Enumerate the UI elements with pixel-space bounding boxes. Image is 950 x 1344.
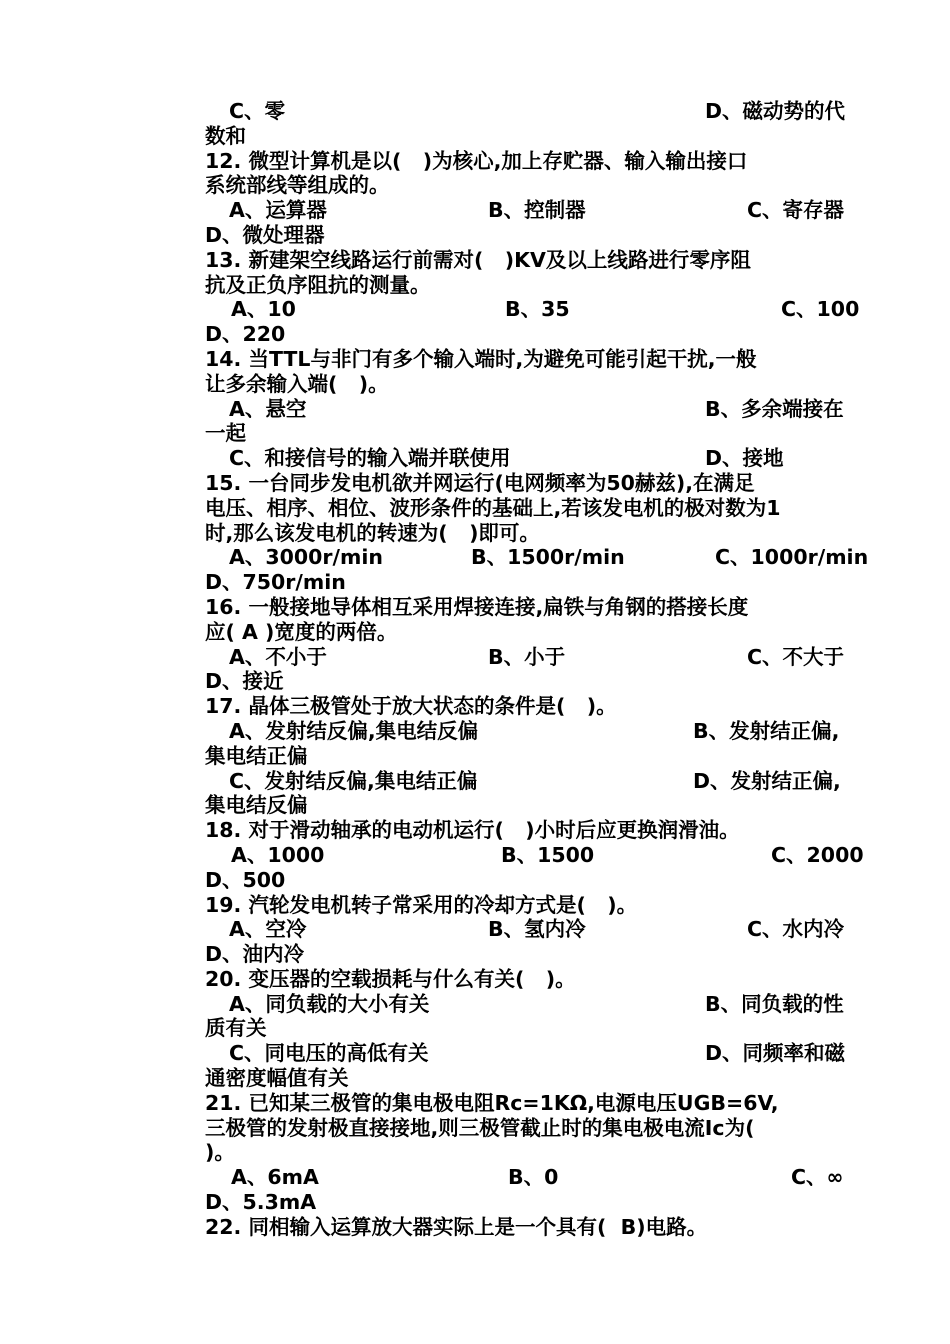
option-a: A、运算器 [229, 198, 327, 223]
option-row [205, 198, 861, 223]
option-d: D、接近 [205, 669, 284, 694]
text-line: 一起 [205, 421, 246, 446]
option-b: B、1500r/min [471, 545, 625, 570]
option-row [205, 645, 861, 670]
option-b: B、氢内冷 [488, 917, 586, 942]
option-row [205, 917, 861, 942]
option-c: C、2000 [771, 842, 864, 867]
option-c: C、和接信号的输入端并联使用 [229, 446, 511, 471]
option-row [205, 297, 861, 322]
option-c: C、∞ [791, 1165, 844, 1190]
option-row [205, 992, 861, 1017]
option-b: B、控制器 [488, 198, 586, 223]
option-row [205, 99, 861, 124]
option-row [205, 545, 869, 570]
option-row [205, 719, 861, 744]
question-text: 让多余输入端( )。 [205, 371, 389, 396]
question-text: 电压、相序、相位、波形条件的基础上,若该发电机的极对数为1 [205, 495, 781, 520]
option-d: D、磁动势的代 [705, 99, 846, 123]
option-d: D、500 [205, 867, 286, 892]
option-b: B、发射结正偏, [693, 718, 840, 743]
question-text: 16. 一般接地导体相互采用焊接连接,扁铁与角钢的搭接长度 [205, 594, 749, 619]
option-a: A、10 [231, 297, 296, 322]
text-line: 质有关 [205, 1016, 267, 1041]
question-text: 15. 一台同步发电机欲并网运行(电网频率为50赫兹),在满足 [205, 470, 755, 495]
option-d: D、5.3mA [205, 1190, 317, 1215]
question-list [205, 99, 869, 1240]
option-row [205, 769, 861, 794]
option-c: C、同电压的高低有关 [229, 1041, 429, 1066]
option-d: D、接地 [705, 446, 784, 471]
text-line: 数和 [205, 123, 246, 148]
option-a: A、不小于 [229, 644, 327, 669]
option-a: A、发射结反偏,集电结反偏 [229, 718, 479, 743]
question-text: 12. 微型计算机是以( )为核心,加上存贮器、输入输出接口 [205, 148, 748, 173]
option-a: A、1000 [231, 842, 325, 867]
option-d: D、750r/min [205, 570, 346, 595]
option-b: B、1500 [501, 842, 595, 867]
option-a: A、6mA [231, 1165, 319, 1190]
option-d: D、220 [205, 322, 286, 347]
question-text: 时,那么该发电机的转速为( )即可。 [205, 520, 540, 545]
option-b: B、同负载的性 [705, 991, 844, 1016]
question-text: 21. 已知某三极管的集电极电阻Rc=1KΩ,电源电压UGB=6V, [205, 1090, 779, 1115]
question-text: 三极管的发射极直接接地,则三极管截止时的集电极电流Ic为( [205, 1115, 755, 1140]
question-text: 19. 汽轮发电机转子常采用的冷却方式是( )。 [205, 892, 638, 917]
question-text: 13. 新建架空线路运行前需对( )KV及以上线路进行零序阻 [205, 247, 751, 272]
option-b: B、小于 [488, 644, 566, 669]
question-text: 20. 变压器的空载损耗与什么有关( )。 [205, 966, 576, 991]
option-d: D、发射结正偏, [693, 768, 841, 793]
option-d: D、油内冷 [205, 942, 305, 967]
question-text: 22. 同相输入运算放大器实际上是一个具有( B)电路。 [205, 1214, 708, 1239]
option-b: B、0 [508, 1165, 559, 1190]
question-text: 系统部线等组成的。 [205, 173, 390, 198]
option-c: C、寄存器 [747, 198, 845, 223]
question-text: 应( A )宽度的两倍。 [205, 619, 398, 644]
option-d: D、同频率和磁 [705, 1041, 846, 1066]
question-text: 18. 对于滑动轴承的电动机运行( )小时后应更换润滑油。 [205, 818, 740, 843]
option-row [205, 842, 864, 868]
option-c: C、100 [781, 297, 860, 322]
text-line: 集电结正偏 [205, 743, 308, 768]
question-text: 14. 当TTL与非门有多个输入端时,为避免可能引起干扰,一般 [205, 346, 757, 371]
option-c: C、水内冷 [747, 917, 845, 942]
question-text: )。 [205, 1140, 235, 1165]
question-text: 抗及正负序阻抗的测量。 [205, 272, 431, 297]
option-a: A、空冷 [229, 917, 307, 942]
option-a: A、悬空 [229, 396, 307, 421]
question-text: 17. 晶体三极管处于放大状态的条件是( )。 [205, 694, 617, 719]
option-row [205, 1165, 861, 1190]
text-line: 集电结反偏 [205, 793, 308, 818]
option-c: C、1000r/min [715, 545, 869, 570]
option-a: A、3000r/min [229, 545, 384, 570]
option-row [205, 397, 861, 422]
option-a: A、同负载的大小有关 [229, 991, 430, 1016]
option-c: C、零 [229, 99, 286, 123]
text-line: 通密度幅值有关 [205, 1066, 349, 1091]
option-b: B、多余端接在 [705, 396, 844, 421]
option-row [205, 1041, 861, 1066]
option-c: C、不大于 [747, 644, 845, 669]
option-b: B、35 [505, 297, 570, 322]
option-c: C、发射结反偏,集电结正偏 [229, 768, 478, 793]
option-row [205, 446, 861, 471]
option-d: D、微处理器 [205, 222, 325, 247]
